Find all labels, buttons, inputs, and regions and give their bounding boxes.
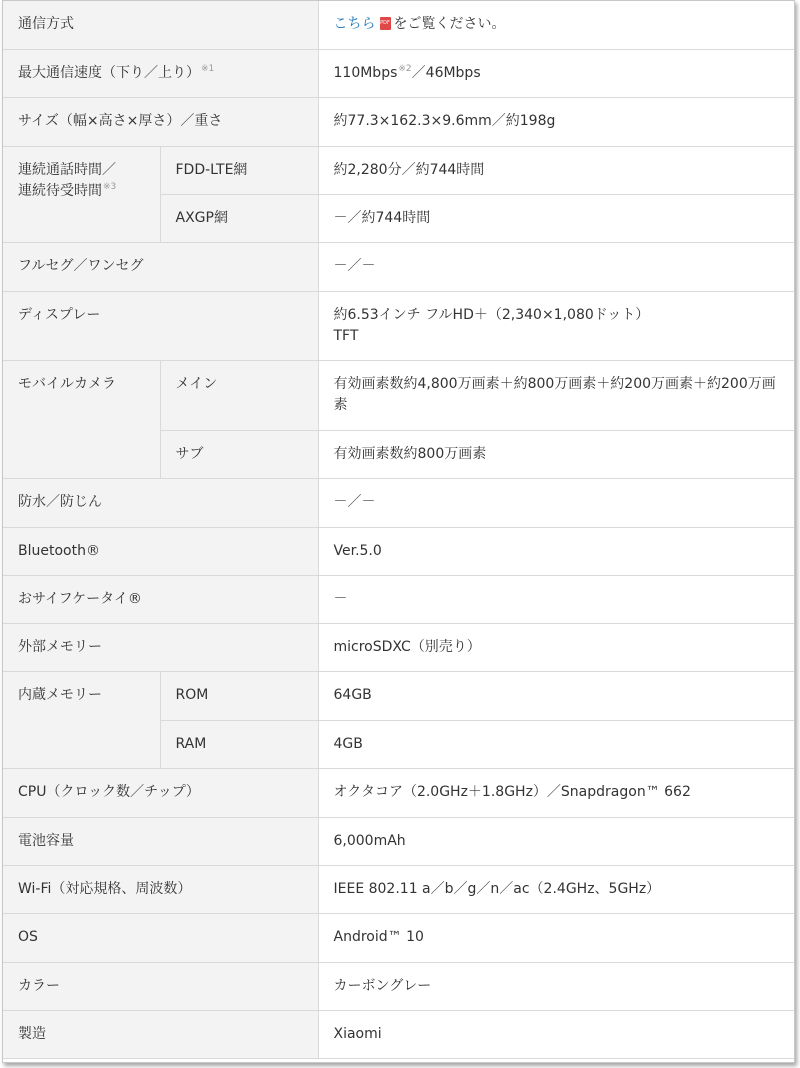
spec-row-size	[3, 97, 794, 146]
footnote-mark: ※2	[398, 63, 412, 74]
spec-value: 有効画素数約4,800万画素＋約800万画素＋約200万画素＋約200万画素	[318, 360, 794, 430]
spec-value-line1: 約6.53インチ フルHD＋（2,340×1,080ドット）	[333, 306, 650, 323]
spec-value: －／約744時間	[318, 194, 794, 242]
spec-row-battery	[3, 817, 794, 865]
spec-label-line2: 連続待受時間	[18, 182, 102, 199]
footnote-mark: ※1	[201, 63, 215, 74]
spec-label: モバイルカメラ	[3, 360, 160, 478]
spec-label	[3, 49, 318, 97]
spec-label	[3, 146, 160, 242]
spec-value: Android™ 10	[318, 913, 794, 962]
spec-sublabel: メイン	[160, 360, 318, 430]
spec-table	[3, 1, 794, 1059]
spec-sublabel: FDD-LTE網	[160, 146, 318, 194]
spec-label: 外部メモリー	[3, 623, 318, 671]
spec-row-wifi	[3, 865, 794, 913]
spec-value	[318, 291, 794, 360]
spec-value: 約77.3×162.3×9.6mm／約198g	[318, 97, 794, 146]
spec-value-down: 110Mbps	[333, 64, 398, 81]
spec-row-waterproof	[3, 478, 794, 527]
spec-label: 製造	[3, 1010, 318, 1058]
spec-label: Wi-Fi（対応規格、周波数）	[3, 865, 318, 913]
spec-label-line1: 連続通話時間／	[18, 161, 116, 178]
spec-label: 電池容量	[3, 817, 318, 865]
spec-label-text: 最大通信速度（下り／上り）	[18, 64, 200, 81]
spec-row-os	[3, 913, 794, 962]
spec-sublabel: AXGP網	[160, 194, 318, 242]
spec-row-max-speed	[3, 49, 794, 97]
spec-row-internal-memory-rom	[3, 671, 794, 720]
spec-row-bluetooth	[3, 527, 794, 575]
spec-value: －	[318, 575, 794, 623]
spec-row-fullseg	[3, 242, 794, 291]
spec-label: 通信方式	[3, 1, 318, 49]
spec-value: microSDXC（別売り）	[318, 623, 794, 671]
spec-label: ディスプレー	[3, 291, 318, 360]
spec-sublabel: ROM	[160, 671, 318, 720]
spec-row-camera-main	[3, 360, 794, 430]
spec-value: Ver.5.0	[318, 527, 794, 575]
spec-row-talk-time-fdd	[3, 146, 794, 194]
spec-row-display	[3, 291, 794, 360]
spec-label: CPU（クロック数／チップ）	[3, 768, 318, 817]
spec-label: 内蔵メモリー	[3, 671, 160, 768]
spec-value-up: ／46Mbps	[411, 64, 481, 81]
spec-label: サイズ（幅×高さ×厚さ）／重さ	[3, 97, 318, 146]
spec-row-cpu	[3, 768, 794, 817]
spec-value	[318, 49, 794, 97]
spec-sublabel: サブ	[160, 430, 318, 478]
spec-sublabel: RAM	[160, 720, 318, 768]
spec-value	[318, 1, 794, 49]
details-link[interactable]: こちら	[333, 16, 376, 32]
spec-row-external-memory	[3, 623, 794, 671]
spec-label: 防水／防じん	[3, 478, 318, 527]
spec-row-comm-method	[3, 1, 794, 49]
spec-label: Bluetooth®	[3, 527, 318, 575]
spec-label: フルセグ／ワンセグ	[3, 242, 318, 291]
spec-value: 64GB	[318, 671, 794, 720]
spec-value: －／－	[318, 478, 794, 527]
spec-value: IEEE 802.11 a／b／g／n／ac（2.4GHz、5GHz）	[318, 865, 794, 913]
spec-label: OS	[3, 913, 318, 962]
spec-value: オクタコア（2.0GHz＋1.8GHz）／Snapdragon™ 662	[318, 768, 794, 817]
spec-value: カーボングレー	[318, 962, 794, 1010]
spec-value-line2: TFT	[333, 327, 359, 344]
spec-label: おサイフケータイ®	[3, 575, 318, 623]
details-link-suffix: をご覧ください。	[393, 16, 506, 32]
footnote-mark: ※3	[103, 181, 117, 192]
pdf-icon: PDF	[380, 17, 391, 30]
spec-value: －／－	[318, 242, 794, 291]
spec-value: Xiaomi	[318, 1010, 794, 1058]
spec-row-osaifu	[3, 575, 794, 623]
spec-row-color	[3, 962, 794, 1010]
spec-value: 4GB	[318, 720, 794, 768]
spec-label: カラー	[3, 962, 318, 1010]
spec-value: 有効画素数約800万画素	[318, 430, 794, 478]
spec-value: 6,000mAh	[318, 817, 794, 865]
spec-row-maker	[3, 1010, 794, 1058]
spec-table-frame	[2, 0, 795, 1063]
spec-value: 約2,280分／約744時間	[318, 146, 794, 194]
